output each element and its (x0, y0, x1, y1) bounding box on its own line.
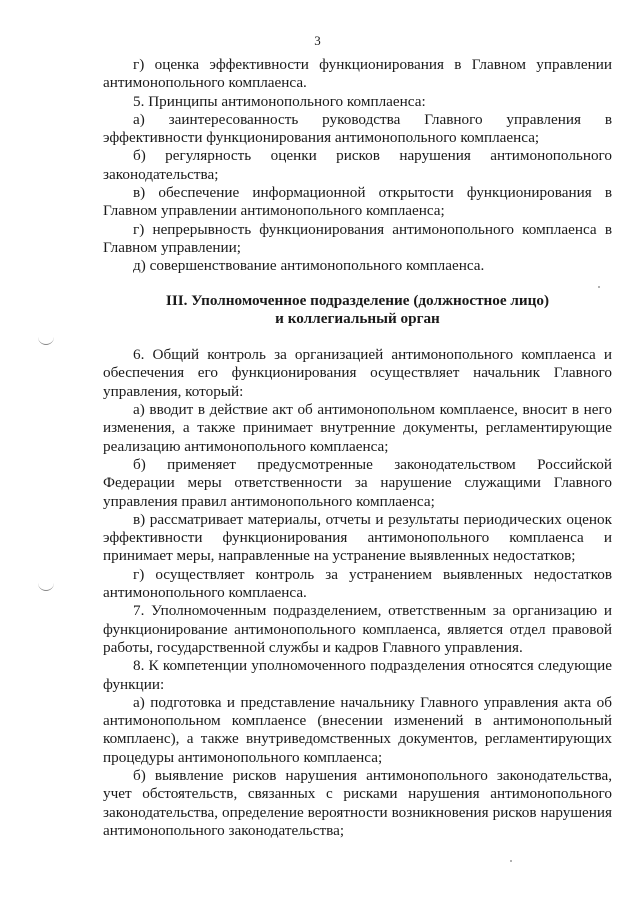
paragraph: в) обеспечение информационной открытости функционирования в Главном управлении антимонопольного комплаенса; (103, 184, 612, 220)
paragraph: г) осуществляет контроль за устранением выявленных недостатков антимонопольного комплаенса. (103, 565, 612, 602)
paragraph-continuation: г) оценка эффективности функционирования в Главном управлении антимонопольного комплаенса. (103, 56, 612, 92)
paragraph: а) вводит в действие акт об антимонопольном комплаенсе, вносит в него изменения, а также принимает внутренние документы, регламентирующие реализацию антимонопольного комплаенса; (103, 401, 612, 455)
paragraph: 5. Принципы антимонопольного комплаенса: (133, 92, 426, 110)
paragraph: 7. Уполномоченным подразделением, ответственным за организацию и функционирование антимонопольного комплаенса, является отдел правовой работы, государственной службы и кадров Главного управления. (103, 602, 612, 656)
page-number: 3 (314, 33, 321, 48)
section-heading: III. Уполномоченное подразделение (должностное лицо) и коллегиальный орган (165, 291, 550, 327)
paragraph: 8. К компетенции уполномоченного подразделения относятся следующие функции: (103, 657, 612, 693)
paragraph: а) подготовка и представление начальнику Главного управления акта об антимонопольном комплаенсе (внесении изменений в антимонопольный комплаенс), а также внутриведомственных документов, регламентирующих процедуры антимонопольного комплаенса; (103, 693, 612, 766)
paragraph: 6. Общий контроль за организацией антимонопольного комплаенса и обеспечения его функционирования осуществляет начальник Главного управления, который: (103, 346, 612, 400)
binder-hole-mark-lower (38, 578, 54, 591)
document-body (103, 56, 612, 840)
paragraph: б) применяет предусмотренные законодательством Российской Федерации меры ответственности за нарушение служащими Главного управления правил антимонопольного комплаенса; (103, 455, 612, 510)
paragraph: а) заинтересованность руководства Главного управления в эффективности функционирования антимонопольного комплаенса; (103, 110, 612, 147)
paragraph: г) непрерывность функционирования антимонопольного комплаенса в Главном управлении; (103, 220, 612, 256)
paragraph: в) рассматривает материалы, отчеты и результаты периодических оценок эффективности функционирования антимонопольного комплаенса и принимает меры, направленные на устранение выявленных недостатков; (103, 510, 612, 565)
paragraph: б) регулярность оценки рисков нарушения антимонопольного законодательства; (103, 147, 612, 183)
scan-speck (510, 860, 512, 862)
paragraph: б) выявление рисков нарушения антимонопольного законодательства, учет обстоятельств, связанных с рисками нарушения антимонопольного законодательства, определение вероятности возникновения рисков нарушения антимонопольного законодательства; (103, 766, 612, 839)
binder-hole-mark-upper (38, 332, 54, 345)
paragraph: д) совершенствование антимонопольного комплаенса. (133, 257, 485, 275)
